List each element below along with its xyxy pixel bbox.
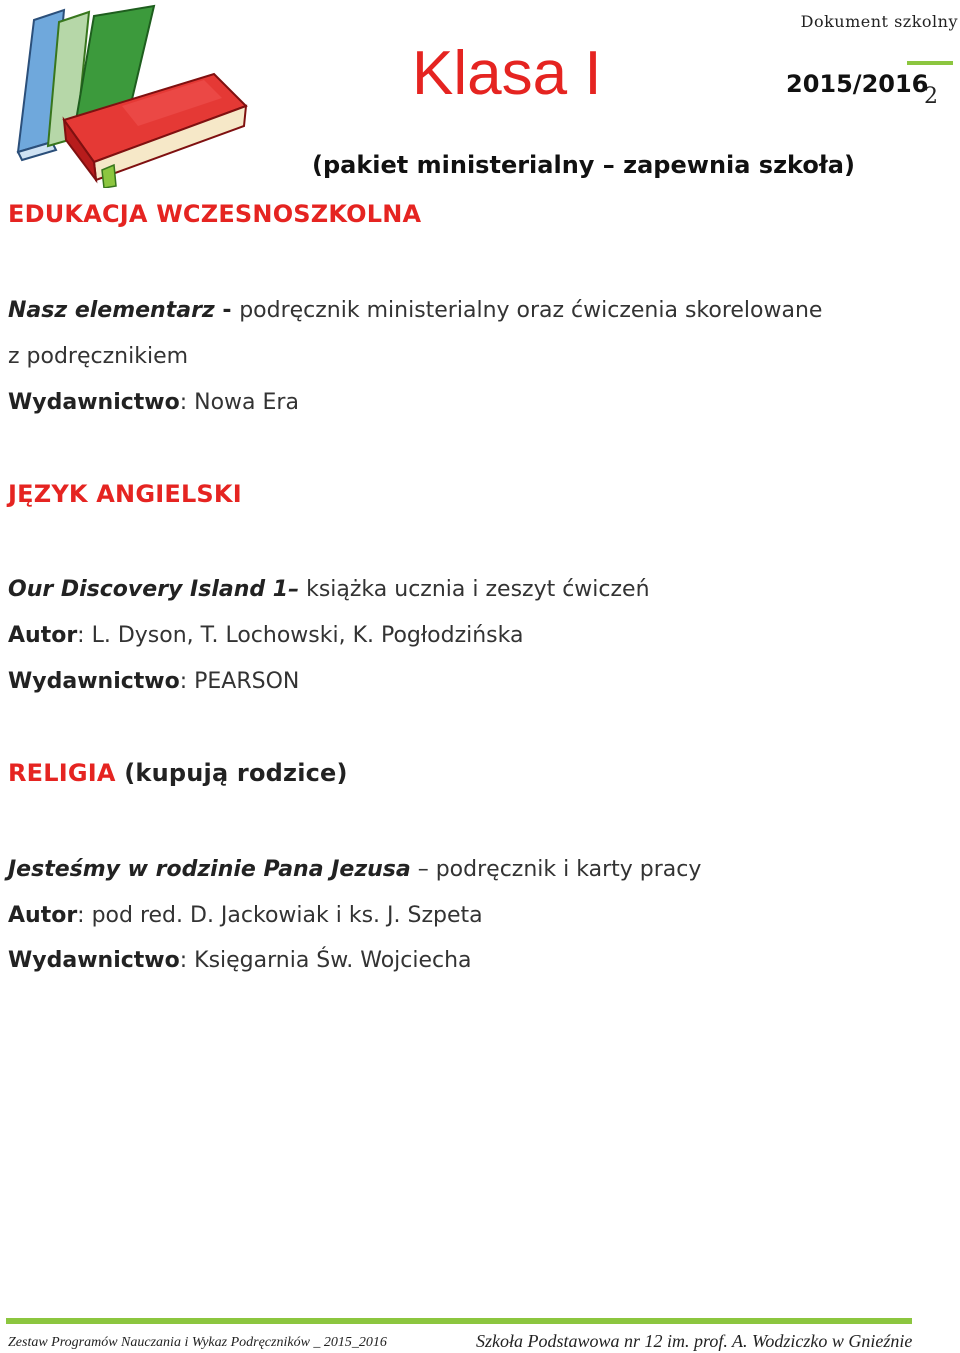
book-title: Jesteśmy w rodzinie Pana Jezusa (8, 857, 411, 882)
school-year: 2015/2016 (786, 70, 929, 98)
book-description: – podręcznik i karty pracy (410, 857, 702, 882)
publisher-line-religion (8, 945, 472, 977)
publisher-value: : Nowa Era (179, 390, 299, 415)
book-description: podręcznik ministerialny oraz ćwiczenia skorelowane (239, 298, 823, 323)
book-title: Our Discovery Island 1– (8, 577, 300, 602)
author-label: Autor (8, 623, 78, 648)
author-value: : pod red. D. Jackowiak i ks. J. Szpeta (77, 903, 483, 928)
publisher-label: Wydawnictwo (8, 669, 180, 694)
page-subtitle: (pakiet ministerialny – zapewnia szkoła) (312, 151, 855, 179)
books-icon (4, 2, 249, 188)
book-line-english (8, 574, 650, 606)
footer-divider (6, 1318, 912, 1324)
book-description: książka ucznia i zeszyt ćwiczeń (299, 577, 650, 602)
author-value: : L. Dyson, T. Lochowski, K. Pogłodzińska (77, 623, 524, 648)
publisher-label: Wydawnictwo (8, 390, 180, 415)
section-heading-text: RELIGIA (8, 759, 116, 787)
publisher-value: : Księgarnia Św. Wojciecha (179, 948, 472, 973)
page-number: 2 (924, 84, 938, 109)
publisher-line-english (8, 666, 299, 698)
book-title: Nasz elementarz (8, 298, 215, 323)
section-heading-early-education: EDUKACJA WCZESNOSZKOLNA (8, 200, 422, 228)
section-heading-english: JĘZYK ANGIELSKI (8, 480, 242, 508)
publisher-value: : PEARSON (179, 669, 300, 694)
author-line-english (8, 620, 523, 652)
publisher-label: Wydawnictwo (8, 948, 180, 973)
book-description-continued: z podręcznikiem (8, 344, 189, 369)
header-accent-line (907, 61, 953, 65)
section-heading-note: (kupują rodzice) (115, 759, 348, 787)
footer-right-text: Szkoła Podstawowa nr 12 im. prof. A. Wodziczko w Gnieźnie (476, 1331, 913, 1351)
author-label: Autor (8, 903, 78, 928)
publisher-line-early-education (8, 387, 299, 419)
page-title: Klasa I (412, 39, 602, 108)
author-line-religion (8, 900, 483, 932)
book-line-religion (8, 854, 701, 886)
footer-left-text: Zestaw Programów Nauczania i Wykaz Podręczników _ 2015_2016 (8, 1335, 387, 1350)
separator: - (214, 298, 240, 323)
book-line-early-education (8, 295, 822, 327)
section-heading-religion (8, 759, 348, 787)
document-label: Dokument szkolny (800, 12, 958, 31)
